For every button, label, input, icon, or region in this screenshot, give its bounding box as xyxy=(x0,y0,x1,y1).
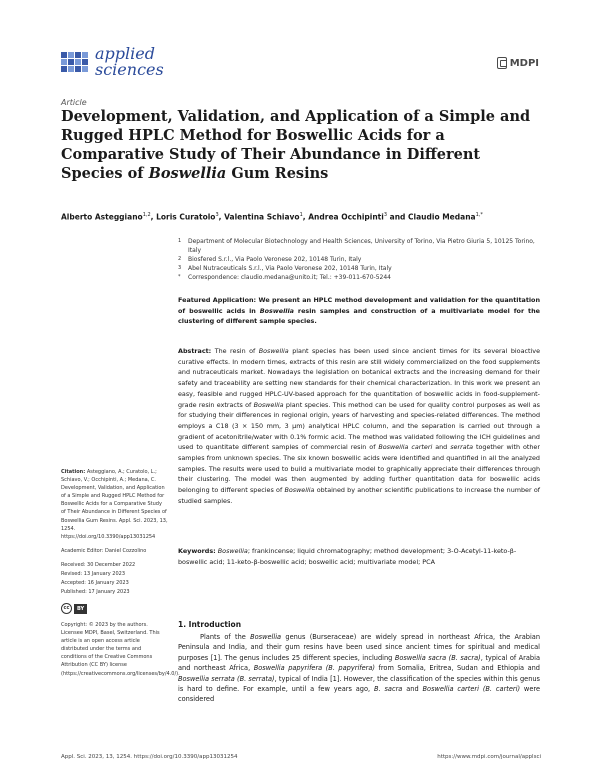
page-footer xyxy=(61,754,541,760)
by-icon: BY xyxy=(74,604,87,614)
footer-citation[interactable]: Appl. Sci. 2023, 13, 1254. https://doi.org/10.3390/app13031254 xyxy=(61,754,238,760)
affiliation-item: 3 Abel Nutraceuticals S.r.l., Via Paolo Veronese 202, 10148 Turin, Italy xyxy=(178,265,392,272)
citation: Citation: Asteggiano, A.; Curatolo, L.; Schiavo, V.; Occhipinti, A.; Medana, C. Development, Validation, and Application of a Simple and Rugged HPLC Method for Boswellic Acids for a Comparative Study of Their Abundance in Different Species of Boswellia Gum Resins. Appl. Sci. 2023, 13, 1254. https://doi.org/10.3390/app13031254 xyxy=(61,469,168,540)
publisher-name: MDPI xyxy=(509,57,539,69)
author-name: Andrea Occhipinti xyxy=(308,212,384,222)
published-date: Published: 17 January 2023 xyxy=(61,588,130,595)
cc-icon: cc xyxy=(61,603,72,614)
abstract: Abstract: The resin of Boswellia plant species has been used since ancient times for its several bioactive curative effects. In modern times, extracts of this resin are still widely commercialized on the food supplements and nutraceuticals market. Nowadays the legislation on botanical extracts and the increasing demand for their safety and traceability are setting new standards for their chemical characterization. In this work we present an easy, feasible and rugged HPLC-UV-based approach for the quantitation of boswellic acids in food-supplement-grade resin extracts of Boswellia plant species. This method can be used for quality control purposes as well as for studying their differences in regional origin, years of harvesting and species-related differences. The method employs a C18 (3 × 150 mm, 3 μm) analytical HPLC column, and the separation is carried out through a gradient of acetonitrile/water with 0.1% formic acid. The method was validated following the ICH guidelines and used to quantitate different samples of commercial resin of Boswellia carteri and serrata together with other samples from unknown species. The six known boswellic acids were identified and quantified in all the analyzed samples. The results were used to build a multivariate model to graphically appreciate their differences through their clustering. The model was then augmented by adding further quantitation data for boswellic acids belonging to different species of Boswellia obtained by another scientific publications to increase the number of studied samples. xyxy=(178,347,540,505)
affiliations xyxy=(178,237,548,282)
featured-application: Featured Application: We present an HPLC method development and validation for the quantitation of boswellic acids in Boswellia resin samples and construction of a multivariate model for the clustering of different sample species. xyxy=(178,296,540,325)
footer-journal-link[interactable]: https://www.mdpi.com/journal/applsci xyxy=(437,754,541,760)
author-list: Alberto Asteggiano$^{1,2}$, Loris Curatolo$^3$, Valentina Schiavo$^1$, Andrea Occhipinti$^3$ and Claudio Medana$^{1,*}$ xyxy=(61,212,483,222)
author-name: Loris Curatolo xyxy=(156,212,216,222)
mdpi-icon xyxy=(497,57,507,69)
article-sidebar xyxy=(61,468,180,684)
author-name: Alberto Asteggiano xyxy=(61,212,143,222)
section-heading: 1. Introduction xyxy=(178,620,242,629)
correspondence: * Correspondence: claudio.medana@unito.it; Tel.: +39-011-670-5244 xyxy=(178,274,391,281)
keywords: Keywords: Boswellia; frankincense; liquid chromatography; method development; 3-O-Acetyl-11-keto-β-boswellic acid; 11-keto-β-boswellic acid; boswellic acid; multivariate model; PCA xyxy=(178,547,517,566)
article-type: Article xyxy=(61,98,87,107)
revised-date: Revised: 13 January 2023 xyxy=(61,570,126,577)
journal-logo-icon xyxy=(61,52,89,76)
academic-editor: Academic Editor: Daniel Cozzolino xyxy=(61,547,147,554)
article-title: Development, Validation, and Application of a Simple and Rugged HPLC Method for Boswellic Acids for a Comparative Study of Their Abundance in Different Species of Boswellia Gum Resins xyxy=(61,108,531,182)
author-name: Valentina Schiavo xyxy=(224,212,300,222)
affiliation-item: 2 Biosfered S.r.l., Via Paolo Veronese 202, 10148 Turin, Italy xyxy=(178,256,362,263)
cc-by-license-icon[interactable] xyxy=(61,603,168,615)
publisher-logo xyxy=(497,50,539,76)
received-date: Received: 30 December 2022 xyxy=(61,561,136,568)
copyright-notice: Copyright: © 2023 by the authors. Licensee MDPI, Basel, Switzerland. This article is an open access article distributed under the terms and conditions of the Creative Commons Attribution (CC BY) license (https://creativecommons.org/licenses/by/4.0/). xyxy=(61,621,180,677)
publication-dates xyxy=(61,561,168,597)
journal-logo xyxy=(61,46,191,84)
author-name: Claudio Medana xyxy=(408,212,476,222)
affiliation-item: 1 Department of Molecular Biotechnology and Health Sciences, University of Torino, Via Pietro Giuria 5, 10125 Torino, Italy xyxy=(178,238,535,254)
introduction-paragraph: Plants of the Boswellia genus (Burseraceae) are widely spread in northeast Africa, the Arabian Peninsula and India, and their gum resins have been used since ancient times for spiritual and medical purposes [1]. The genus includes 25 different species, including Boswellia sacra (B. sacra), typical of Arabia and northeast Africa, Boswellia papyrifera (B. papyrifera) from Somalia, Eritrea, Sudan and Ethiopia and Boswellia serrata (B. serrata), typical of India [1]. However, the classification of the species within this genus is hard to define. For example, until a few years ago, B. sacra and Boswellia carteri (B. carteri) were considered xyxy=(178,633,541,704)
journal-name: applied sciences xyxy=(95,44,164,79)
accepted-date: Accepted: 16 January 2023 xyxy=(61,579,129,586)
